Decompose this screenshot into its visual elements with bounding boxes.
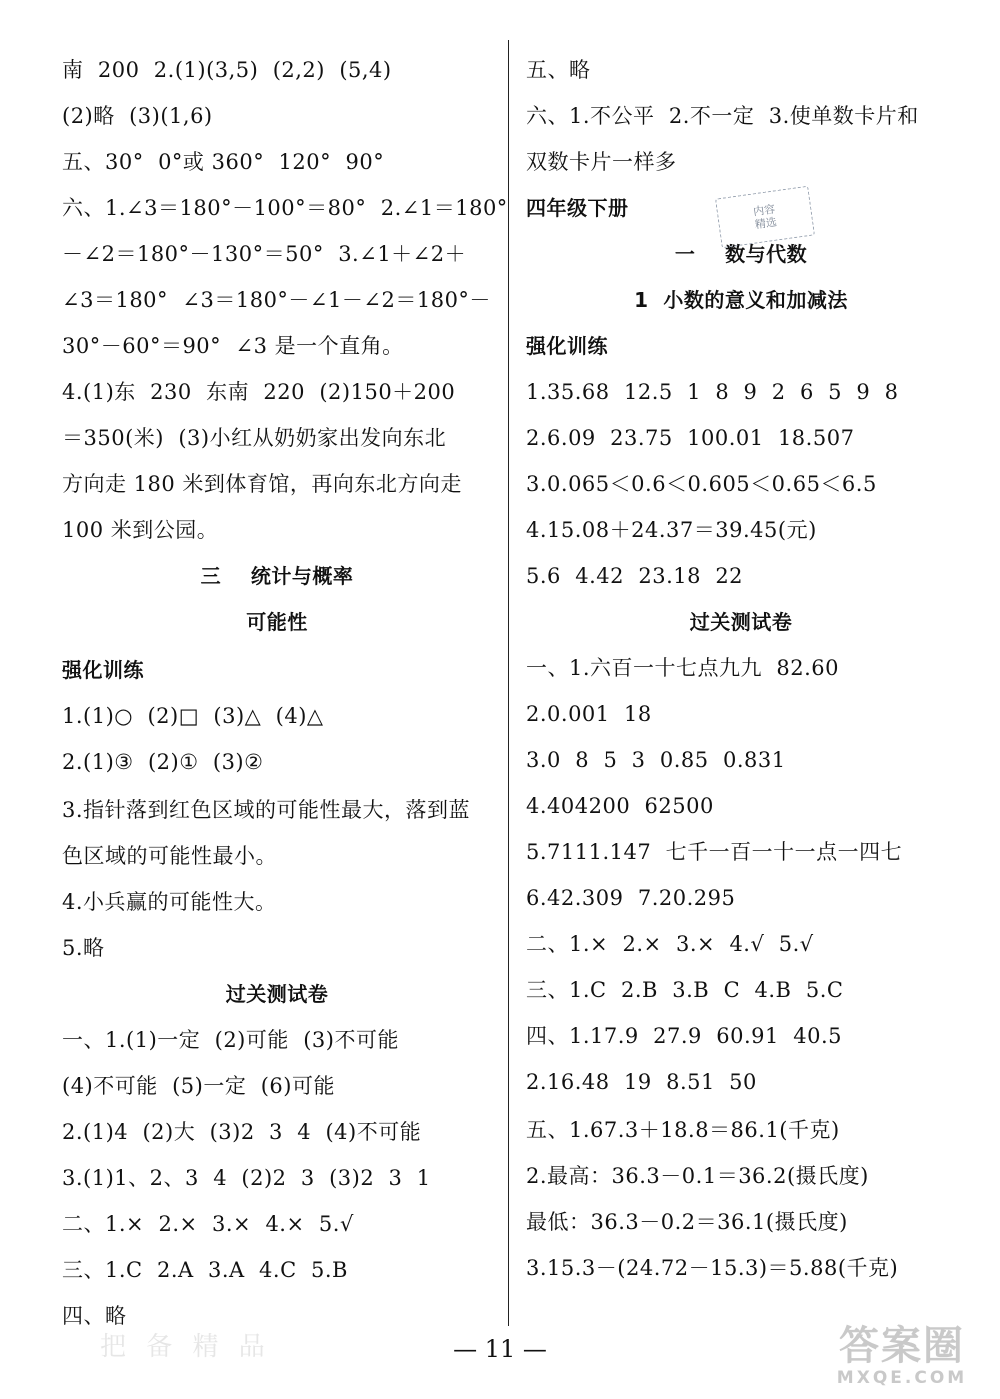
section-heading: 强化训练 — [526, 334, 608, 358]
answer-line: 1.(1)○ (2)□ (3)△ (4)△ — [62, 704, 324, 728]
section-heading: 四年级下册 — [526, 196, 629, 220]
answer-line: 五、30° 0°或 360° 120° 90° — [62, 150, 385, 174]
answer-line: 方向走 180 米到体育馆，再向东北方向走 — [62, 472, 462, 496]
page-number: — 11 — — [453, 1335, 547, 1363]
answer-line: 五、1.67.3＋18.8＝86.1(千克) — [526, 1118, 840, 1142]
watermark-sub: MXQE.COM — [836, 1368, 968, 1388]
answer-line: 2.(1)③ (2)① (3)② — [62, 750, 264, 774]
answer-line: 五、略 — [526, 58, 591, 82]
answer-line: 4.15.08＋24.37＝39.45(元) — [526, 518, 817, 542]
answer-line: 四、1.17.9 27.9 60.91 40.5 — [526, 1024, 842, 1048]
answer-line: (2)略 (3)(1,6) — [62, 104, 213, 128]
answer-line: (4)不可能 (5)一定 (6)可能 — [62, 1074, 335, 1098]
answer-line: 5.7111.147 七千一百一十一点一四七 — [526, 840, 903, 864]
answer-line: 3.15.3－(24.72－15.3)＝5.88(千克) — [526, 1256, 899, 1280]
answer-line: 2.6.09 23.75 100.01 18.507 — [526, 426, 855, 450]
answer-line: 4.小兵赢的可能性大。 — [62, 890, 277, 914]
answer-line: 六、1.∠3＝180°－100°＝80° 2.∠1＝180° — [62, 196, 508, 220]
answer-line: 100 米到公园。 — [62, 518, 219, 542]
section-heading: 强化训练 — [62, 658, 144, 682]
answer-line: 双数卡片一样多 — [526, 150, 677, 174]
answer-line: 6.42.309 7.20.295 — [526, 886, 736, 910]
section-heading: 可能性 — [246, 610, 308, 634]
answer-line: 南 200 2.(1)(3,5) (2,2) (5,4) — [62, 58, 392, 82]
answer-line: ∠3＝180° ∠3＝180°－∠1－∠2＝180°－ — [62, 288, 491, 312]
section-heading: 三 统计与概率 — [200, 564, 354, 588]
watermark-logo — [812, 1320, 992, 1392]
answer-line: 二、1.× 2.× 3.× 4.× 5.√ — [62, 1212, 354, 1236]
answer-line: －∠2＝180°－130°＝50° 3.∠1＋∠2＋ — [62, 242, 467, 266]
answer-line: 六、1.不公平 2.不一定 3.使单数卡片和 — [526, 104, 919, 128]
answer-line: 30°－60°＝90° ∠3 是一个直角。 — [62, 334, 404, 358]
stamp-mark — [715, 186, 815, 249]
answer-line: 最低：36.3－0.2＝36.1(摄氏度) — [526, 1210, 848, 1234]
answer-line: 2.最高：36.3－0.1＝36.2(摄氏度) — [526, 1164, 869, 1188]
stamp-line-2: 精选 — [754, 215, 778, 232]
answer-line: 4.404200 62500 — [526, 794, 714, 818]
faded-text: 把 备 精 品 — [100, 1332, 271, 1362]
section-heading: 1 小数的意义和加减法 — [634, 288, 848, 312]
answer-line: 3.0 8 5 3 0.85 0.831 — [526, 748, 786, 772]
answer-line: 四、略 — [62, 1304, 127, 1328]
column-divider — [508, 40, 509, 1326]
answer-line: 三、1.C 2.B 3.B C 4.B 5.C — [526, 978, 844, 1002]
answer-line: 二、1.× 2.× 3.× 4.√ 5.√ — [526, 932, 814, 956]
section-heading: 过关测试卷 — [225, 982, 329, 1006]
answer-line: 3.指针落到红色区域的可能性最大，落到蓝 — [62, 798, 471, 822]
watermark-main: 答案圈 — [839, 1323, 965, 1369]
answer-line: 2.16.48 19 8.51 50 — [526, 1070, 757, 1094]
answer-line: 5.略 — [62, 936, 105, 960]
answer-line: 1.35.68 12.5 1 8 9 2 6 5 9 8 — [526, 380, 899, 404]
answer-line: 2.(1)4 (2)大 (3)2 3 4 (4)不可能 — [62, 1120, 422, 1144]
answer-line: 3.(1)1、2、3 4 (2)2 3 (3)2 3 1 — [62, 1166, 431, 1190]
answer-line: 2.0.001 18 — [526, 702, 652, 726]
answer-line: ＝350(米) (3)小红从奶奶家出发向东北 — [62, 426, 447, 450]
answer-line: 一、1.六百一十七点九九 82.60 — [526, 656, 840, 680]
answer-line: 三、1.C 2.A 3.A 4.C 5.B — [62, 1258, 348, 1282]
answer-line: 4.(1)东 230 东南 220 (2)150＋200 — [62, 380, 456, 404]
answer-line: 5.6 4.42 23.18 22 — [526, 564, 744, 588]
answer-line: 色区域的可能性最小。 — [62, 844, 277, 868]
stamp-line-1: 内容 — [752, 202, 776, 219]
section-heading: 一 数与代数 — [674, 242, 808, 266]
section-heading: 过关测试卷 — [689, 610, 793, 634]
answer-line: 一、1.(1)一定 (2)可能 (3)不可能 — [62, 1028, 399, 1052]
answer-line: 3.0.065＜0.6＜0.605＜0.65＜6.5 — [526, 472, 877, 496]
